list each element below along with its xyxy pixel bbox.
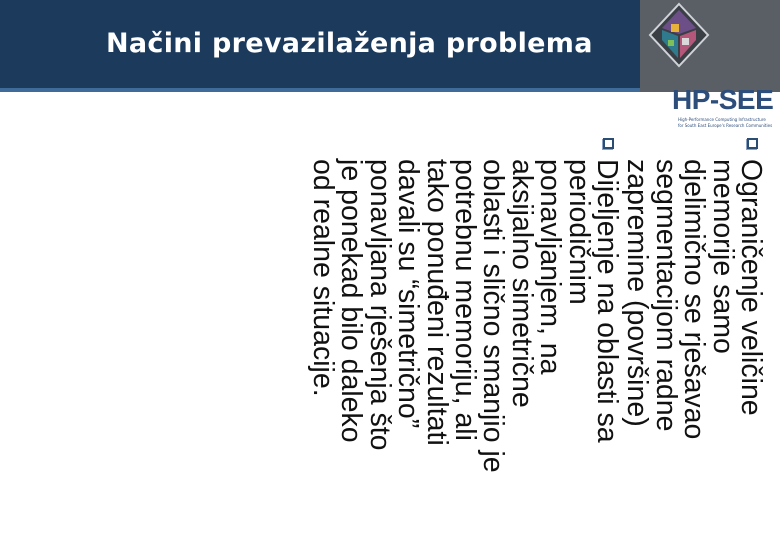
- slide-body: [205, 138, 765, 538]
- rotated-content: [205, 138, 765, 498]
- bullet-text-1: Ograničenje veličine memorije samo djelimično se rješavao segmentacijom radne zapremine (površine): [621, 159, 767, 440]
- square-bullet-icon: [747, 138, 758, 149]
- hp-see-tagline-2: for South East Europe's Research Communities: [678, 123, 773, 128]
- title-bar: [0, 0, 640, 92]
- hp-see-tagline-1: High-Performance Computing Infrastructure: [678, 117, 766, 122]
- hp-see-logo-text: HP-SEE: [672, 84, 774, 115]
- slide-title: Načini prevazilaženja problema: [106, 28, 593, 59]
- hp-see-logo: [672, 84, 778, 134]
- bullet-item-2: [306, 138, 623, 498]
- square-bullet-icon: [603, 138, 614, 149]
- bullet-item-1: [623, 138, 765, 498]
- cube-logo-icon: [644, 0, 714, 70]
- bullet-text-2: Dijeljenje na oblasti sa periodičnim ponavljanjem, na aksijalno simetrične oblasti i slično smanjio je potrebnu memoriju, ali tako ponuđeni rezultati davali su “simetrično” ponavljana rješenja što je ponekad bilo daleko od realne situacije.: [306, 159, 623, 473]
